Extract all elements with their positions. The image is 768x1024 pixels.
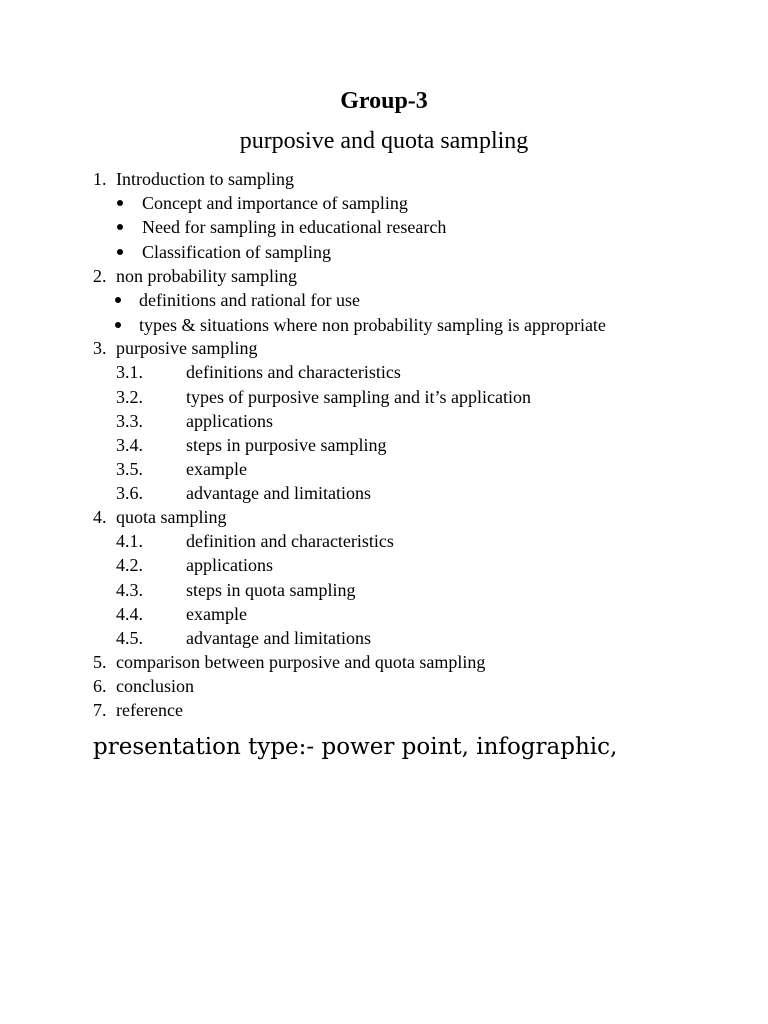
sub-item-text: advantage and limitations — [186, 483, 371, 503]
sub-item-text: example — [186, 604, 247, 624]
outline-item-number: 2. — [93, 266, 107, 286]
bullet-text: Classification of sampling — [142, 242, 331, 262]
outline-item-number: 3. — [93, 338, 107, 358]
outline-item-number: 6. — [93, 676, 107, 696]
outline-item-text: quota sampling — [116, 507, 227, 527]
bullet-text: definitions and rational for use — [139, 290, 360, 310]
sub-item-number: 3.6. — [116, 483, 143, 503]
bullet-icon — [117, 224, 123, 230]
outline-item-text: conclusion — [116, 676, 194, 696]
outline-item-number: 1. — [93, 169, 107, 189]
outline-item-text: reference — [116, 700, 183, 720]
bullet-icon — [115, 322, 121, 328]
presentation-type-note: presentation type:- power point, infographic, — [93, 734, 618, 760]
sub-item-number: 3.4. — [116, 435, 143, 455]
sub-item-number: 4.3. — [116, 580, 143, 600]
sub-item-number: 4.2. — [116, 555, 143, 575]
bullet-icon — [115, 297, 121, 303]
sub-item-number: 4.1. — [116, 531, 143, 551]
sub-item-text: steps in quota sampling — [186, 580, 356, 600]
sub-item-number: 3.2. — [116, 387, 143, 407]
outline-item-number: 7. — [93, 700, 107, 720]
sub-item-text: definition and characteristics — [186, 531, 394, 551]
sub-item-text: advantage and limitations — [186, 628, 371, 648]
outline-item-text: Introduction to sampling — [116, 169, 294, 189]
sub-item-number: 3.1. — [116, 362, 143, 382]
bullet-icon — [117, 200, 123, 206]
sub-item-text: definitions and characteristics — [186, 362, 401, 382]
bullet-text: Concept and importance of sampling — [142, 193, 408, 213]
sub-item-number: 3.3. — [116, 411, 143, 431]
sub-item-number: 4.4. — [116, 604, 143, 624]
sub-item-number: 4.5. — [116, 628, 143, 648]
sub-item-text: applications — [186, 411, 273, 431]
page-title: Group-3 — [340, 88, 428, 114]
bullet-text: types & situations where non probability sampling is appropriate — [139, 315, 606, 335]
sub-item-text: types of purposive sampling and it’s application — [186, 387, 531, 407]
outline-item-text: comparison between purposive and quota sampling — [116, 652, 486, 672]
outline-item-number: 4. — [93, 507, 107, 527]
bullet-text: Need for sampling in educational research — [142, 217, 447, 237]
page-subtitle: purposive and quota sampling — [239, 128, 529, 154]
sub-item-number: 3.5. — [116, 459, 143, 479]
sub-item-text: example — [186, 459, 247, 479]
sub-item-text: steps in purposive sampling — [186, 435, 387, 455]
outline-item-number: 5. — [93, 652, 107, 672]
bullet-icon — [117, 249, 123, 255]
outline-item-text: purposive sampling — [116, 338, 258, 358]
outline-item-text: non probability sampling — [116, 266, 297, 286]
sub-item-text: applications — [186, 555, 273, 575]
